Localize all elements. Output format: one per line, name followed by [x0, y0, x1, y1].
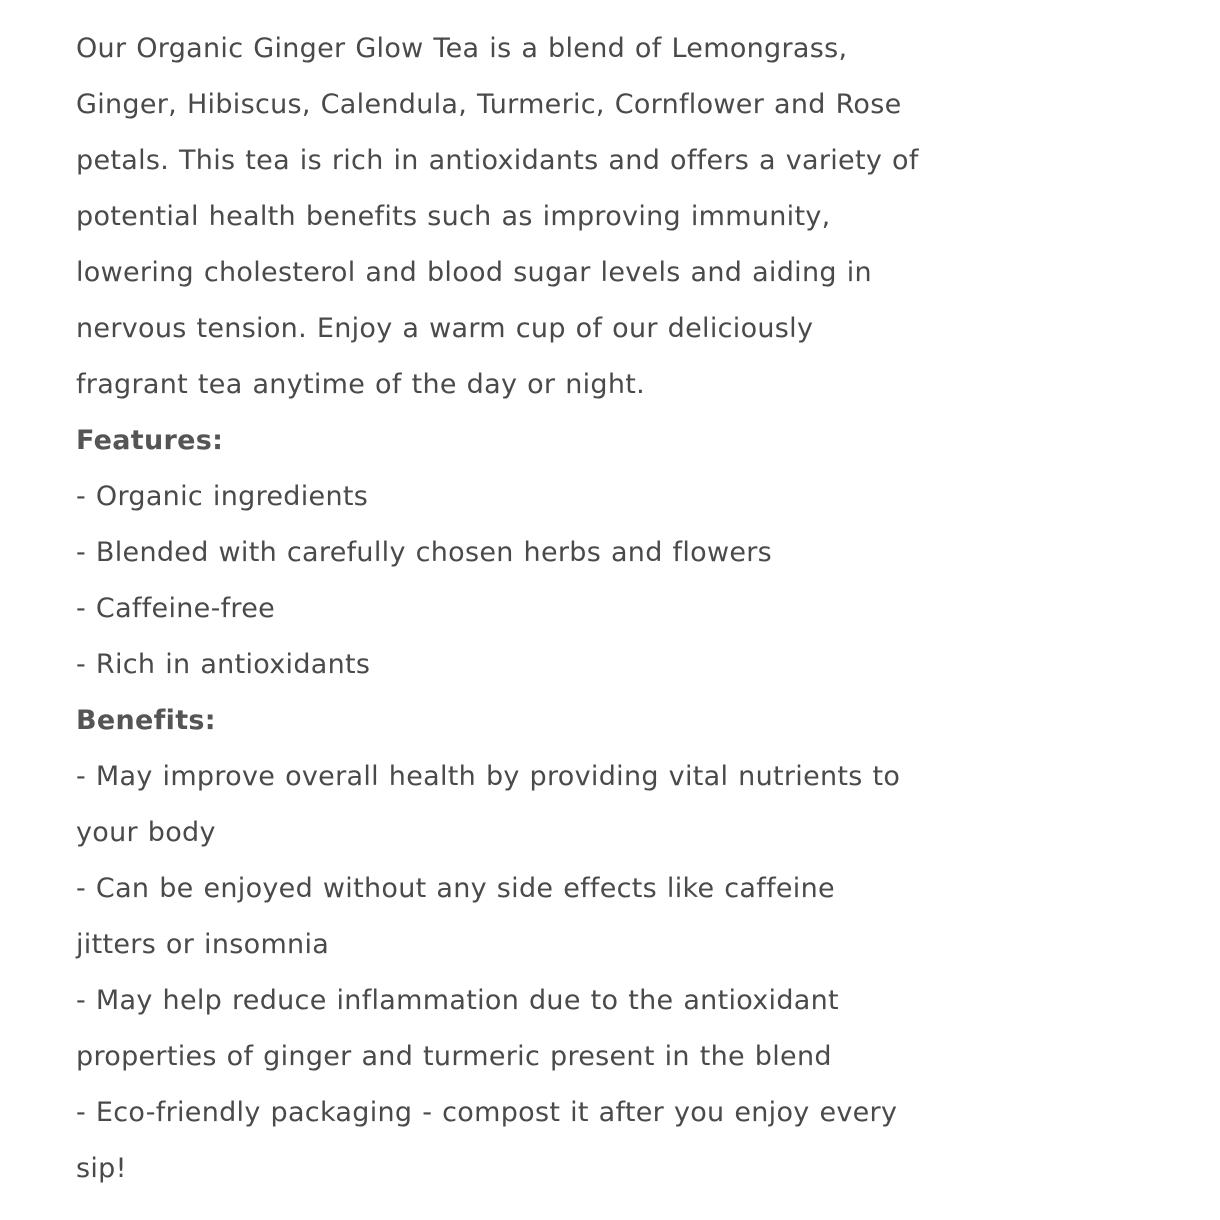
features-heading: Features:: [76, 425, 224, 456]
text-line: - May improve overall health by providing vital nutrients to: [76, 761, 901, 792]
benefits-list: [76, 749, 976, 1197]
list-item: - Rich in antioxidants: [76, 649, 371, 680]
text-line: sip!: [76, 1153, 127, 1184]
text-line: petals. This tea is rich in antioxidants and offers a variety of: [76, 145, 919, 176]
product-description: [76, 21, 976, 1197]
text-line: Ginger, Hibiscus, Calendula, Turmeric, Cornflower and Rose: [76, 89, 902, 120]
text-line: - Eco-friendly packaging - compost it after you enjoy every: [76, 1097, 898, 1128]
benefits-heading: Benefits:: [76, 705, 216, 736]
features-list: [76, 469, 976, 693]
intro-paragraph: [76, 21, 976, 413]
list-item: - Organic ingredients: [76, 481, 369, 512]
list-item: - Caffeine-free: [76, 593, 276, 624]
text-line: properties of ginger and turmeric present in the blend: [76, 1041, 832, 1072]
text-line: your body: [76, 817, 216, 848]
text-line: fragrant tea anytime of the day or night.: [76, 369, 646, 400]
text-line: nervous tension. Enjoy a warm cup of our deliciously: [76, 313, 814, 344]
text-line: potential health benefits such as improving immunity,: [76, 201, 831, 232]
list-item: - Blended with carefully chosen herbs and flowers: [76, 537, 773, 568]
text-line: lowering cholesterol and blood sugar levels and aiding in: [76, 257, 872, 288]
text-line: jitters or insomnia: [76, 929, 330, 960]
text-line: Our Organic Ginger Glow Tea is a blend of Lemongrass,: [76, 33, 848, 64]
text-line: - May help reduce inflammation due to the antioxidant: [76, 985, 839, 1016]
text-line: - Can be enjoyed without any side effects like caffeine: [76, 873, 835, 904]
